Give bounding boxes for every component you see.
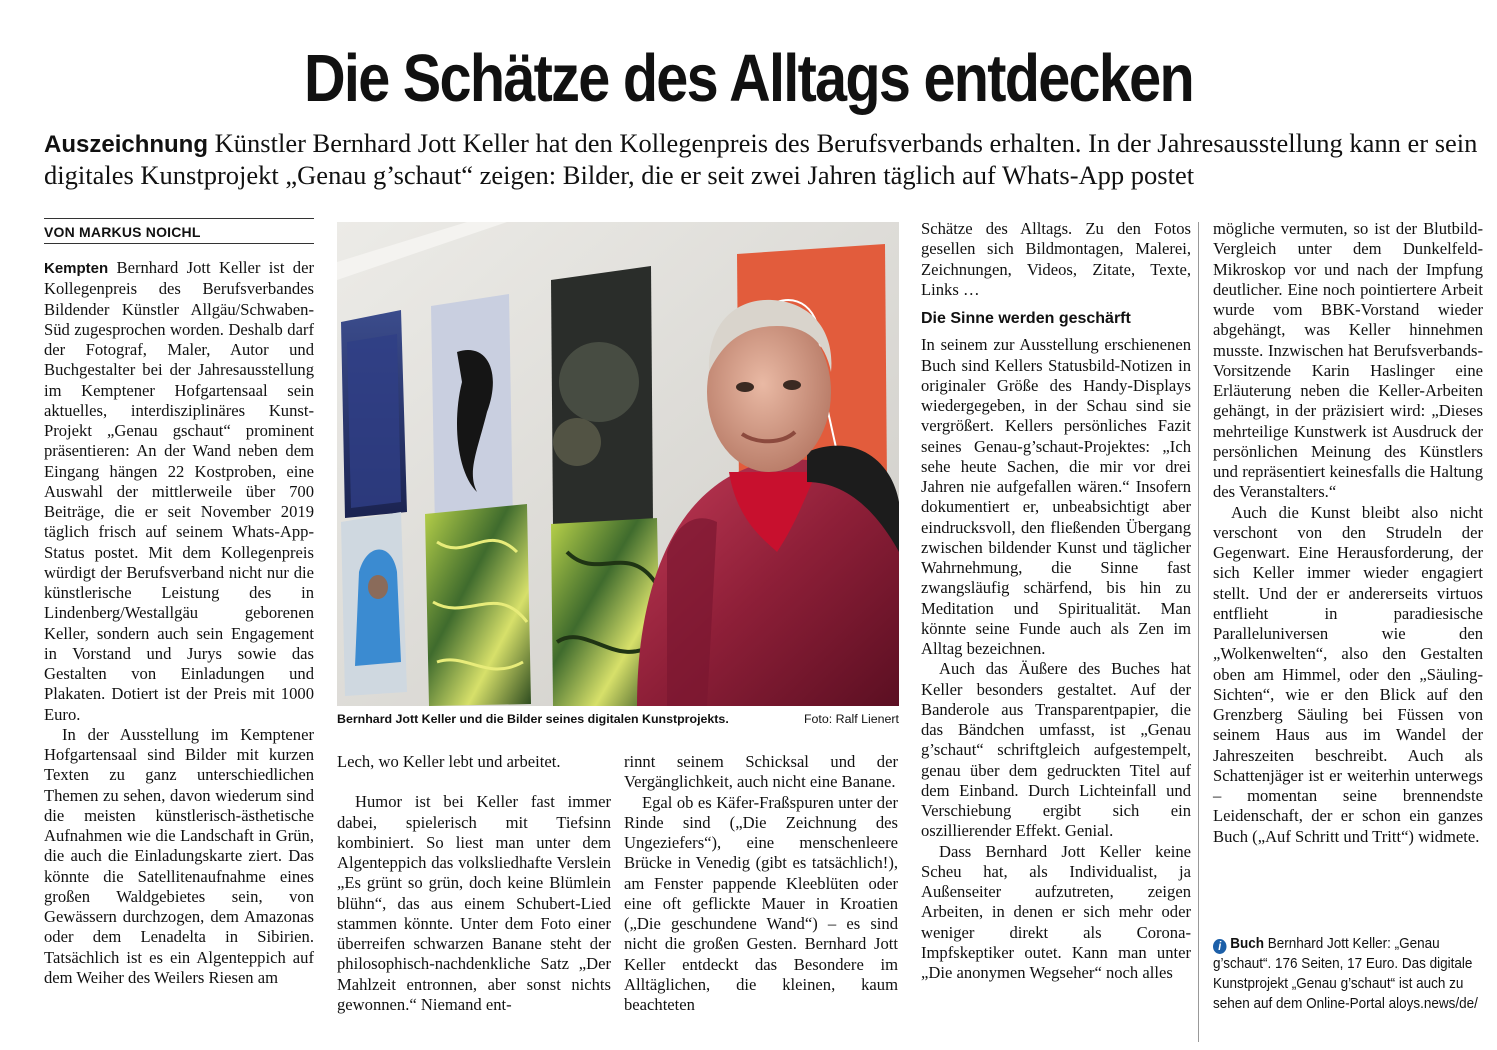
photo-caption	[337, 712, 899, 726]
article-photo	[337, 222, 899, 706]
paragraph: rinnt seinem Schicksal und der Vergänglichkeit, auch nicht eine Banane.	[624, 752, 898, 792]
byline-rule-top	[44, 218, 314, 219]
paragraph: In der Ausstellung im Kemptener Hofgartensaal sind Bilder mit kurzen Texten zu ganz unterschiedlichen Themen zu sehen, davon wiederum sind die meisten künstlerisch-ästhetische Aufnahmen wie die Landschaft in Grün, die auch die Einladungskarte ziert. Das könnte die Satellitenaufnahme eines großen Waldgebietes sein, von Gewässern durchzogen, dem Amazonas oder dem Lenadelta in Sibirien. Tatsächlich ist es ein Algenteppich auf dem Weiher des Weilers Riesen am	[44, 724, 314, 987]
infobox-text: Bernhard Jott Keller: „Genau g’schaut“. 176 Seiten, 17 Euro. Das digitale Kunstprojekt „Genau g’schaut“ ist auch zu sehen auf dem Online-Portal aloys.news/de/	[1213, 935, 1478, 1012]
photo-credit: Foto: Ralf Lienert	[803, 712, 899, 726]
article-column-2	[337, 752, 611, 1015]
caption-text: Bernhard Jott Keller und die Bilder seines digitalen Kunstprojekts.	[337, 712, 729, 726]
article-column-4	[921, 219, 1191, 983]
paragraph: Bernhard Jott Keller ist der Kollegenpreis des Berufsverbandes Bildender Künstler Allgäu/Schwaben-Süd zugesprochen worden. Deshalb darf der Fotograf, Maler, Autor und Buchgestalter bei der Jahresausstellung im Kemptener Hofgartensaal sein aktuelles, interdisziplinäres Kunst-Projekt „Genau gschaut“ prominent präsentieren: An der Wand neben dem Eingang hängen 22 Kostproben, eine Auswahl der mittlerweile über 700 Beiträge, die er seit November 2019 täglich frisch auf seinem Whats-App-Status postet. Mit dem Kollegenpreis würdigt der Berufsverband nicht nur die künstlerische Leistung des in Lindenberg/Westallgäu geborenen Keller, sondern auch sein Engagement in Vorstand und Jurys sowie das Gestalten von Einladungen und Plakaten. Dotiert ist der Preis mit 1000 Euro.	[44, 258, 314, 724]
info-icon: i	[1213, 939, 1227, 954]
kicker: Auszeichnung	[44, 131, 209, 158]
article-column-1	[44, 258, 314, 988]
paragraph: mögliche vermuten, so ist der Blutbild-Vergleich unter dem Dunkelfeld-Mikroskop vor und nach der Impfung deutlicher. Eine noch pointiertere Arbeit wurde vom BBK-Vorstand wieder abgehängt, was Keller hinnehmen musste. Inzwischen hat Berufsverbands-Vorsitzende Karin Haslinger eine Erläuterung neben die Keller-Arbeiten gehängt, in der präzisiert wird: „Dieses mehrteilige Kunstwerk ist Ausdruck der persönlichen Meinung des Künstlers und repräsentiert keinesfalls die Haltung des Veranstalters.“	[1213, 219, 1483, 502]
article-column-5	[1213, 219, 1483, 847]
paragraph: Lech, wo Keller lebt und arbeitet.	[337, 752, 561, 771]
photo-illustration	[337, 222, 899, 706]
subheadline	[44, 128, 1484, 191]
paragraph: Auch die Kunst bleibt also nicht verschont von den Strudeln der Gegenwart. Eine Herausforderung, der sich Keller immer wieder engagiert stellt. Und der er andererseits virtuos entflieht in paradiesische Paralleluniversen wie den „Wolkenwelten“, also den Gestalten oben am Himmel, oder den „Säuling-Sichten“, wie er den Blick auf den Grenzberg Säuling bei Füssen von seinem Haus aus im Wandel der Jahreszeiten beschreibt. Auch als Schattenjäger ist er weiterhin unterwegs – momentan seine brennendste Leidenschaft, der er schon ein ganzes Buch („Auf Schritt und Tritt“) widmete.	[1213, 502, 1483, 846]
paragraph: Humor ist bei Keller fast immer dabei, spielerisch mit Tiefsinn kombiniert. So liest man unter dem Algenteppich das volksliedhafte Verslein „Es grünt so grün, doch keine Blümlein blühn“, das aus einem Schubert-Lied stammen könnte. Unter dem Foto einer überreifen schwarzen Banane steht der philosophisch-nachdenkliche Satz „Der Mahlzeit entronnen, aber sonst nichts gewonnen.“ Niemand ent-	[337, 792, 611, 1014]
dateline: Kempten	[44, 260, 109, 277]
paragraph: Schätze des Alltags. Zu den Fotos gesellen sich Bildmontagen, Malerei, Zeichnungen, Videos, Zitate, Texte, Links …	[921, 219, 1191, 299]
book-infobox	[1213, 934, 1481, 1014]
paragraph: Egal ob es Käfer-Fraßspuren unter der Rinde sind („Die Zeichnung des Ungeziefers“), eine menschenleere Brücke in Venedig (gibt es tatsächlich!), am Fenster pappende Kleeblüten oder eine oft geflickte Mauer in Kroatien („Die geschundene Wand“) – es sind nicht die großen Gesten. Bernhard Jott Keller entdeckt das Besondere im Alltäglichen, die kleinen, kaum beachteten	[624, 792, 898, 1014]
byline-rule-bottom	[44, 243, 314, 244]
interheadline: Die Sinne werden geschärft	[921, 310, 1131, 327]
paragraph: Auch das Äußere des Buches hat Keller besonders gestaltet. Auf der Banderole aus Transparentpapier, die das Bändchen umfasst, ist „Genau g’schaut“ schriftgleich aufgestempelt, genau über dem gedruckten Titel auf dem Einband. Durch Lichteinfall und Verschiebung ergibt sich ein oszillierender Effekt. Genial.	[921, 659, 1191, 841]
headline: Die Schätze des Alltags entdecken	[304, 41, 1193, 116]
paragraph: Dass Bernhard Jott Keller keine Scheu hat, als Individualist, ja Außenseiter aufzutreten, zeigen Arbeiten, in denen er sich mehr oder weniger direkt als Corona-Impfskeptiker outet. Kann man unter „Die anonymen Wegseher“ noch alles	[921, 841, 1191, 982]
paragraph: In seinem zur Ausstellung erschienenen Buch sind Kellers Statusbild-Notizen in originaler Größe des Handy-Displays wiedergegeben, in der Schau sind sie vergrößert. Kellers persönliches Fazit seines Genau-g’schaut-Projektes: „Ich sehe heute Sachen, die mir vor drei Jahren nie aufgefallen wären.“ Insofern dokumentiert er, unbeabsichtigt aber eindrucksvoll, den fließenden Übergang zwischen bildender Kunst und täglicher Wahrnehmung, die Sinne fast zwangsläufig schärfend, bis hin zu Meditation und Spiritualität. Man könnte seine Funde auch als Zen im Alltag bezeichnen.	[921, 335, 1191, 658]
column-divider	[1198, 222, 1199, 1042]
infobox-label: Buch	[1230, 935, 1265, 952]
byline: VON MARKUS NOICHL	[44, 224, 201, 240]
article-column-3	[624, 752, 898, 1015]
subheadline-text: Künstler Bernhard Jott Keller hat den Kollegenpreis des Berufsverbands erhalten. In der Jahresausstellung kann er sein digitales Kunstprojekt „Genau g’schaut“ zeigen: Bilder, die er seit zwei Jahren täglich auf Whats-App postet	[44, 128, 1478, 190]
